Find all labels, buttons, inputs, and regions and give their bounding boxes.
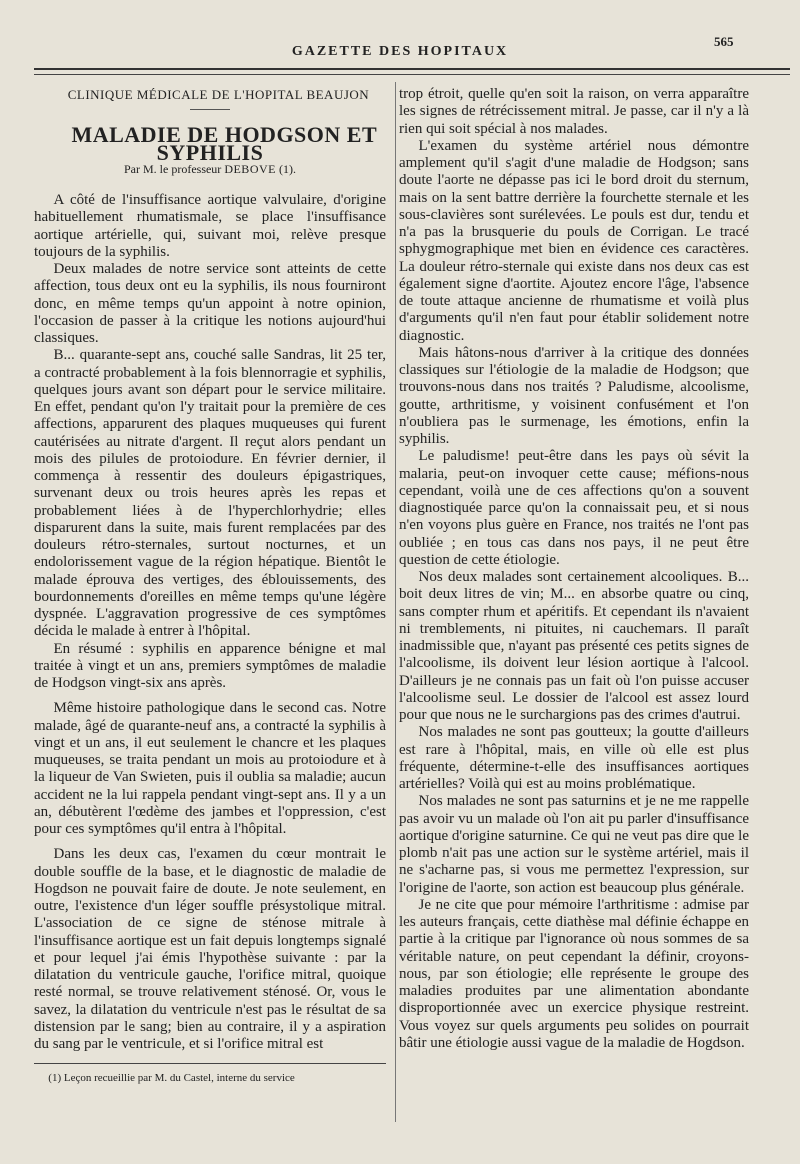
column-divider — [395, 82, 396, 1122]
paragraph: B... quarante-sept ans, couché salle Sandras, lit 25 ter, a contracté probablement à la fois blennorragie et syphilis, quelques jours avant son départ pour le service militaire. En effet, pendant qu'on l'y traitait pour la première de ces affections, apparurent des plaques muqueuses qui furent cautérisées au nitrate d'argent. Il reçut alors pendant un mois des pilules de protoiodure. En février dernier, il commença à ressentir des douleurs épigastriques, survenant deux ou trois heures après les repas et probablement liées à de l'hyperchlorhydrie; elles disparurent dans la suite, mais furent remplacées par des douleurs rétro-sternales, surtout nocturnes, et un endolorissement vague de la région hépatique. Bientôt le malade éprouva des vertiges, des éblouissements, des bourdonnements d'oreilles en même temps qu'une légère dyspnée. L'aggravation progressive de ces symptômes décida le malade à entrer à l'hôpital. — [34, 347, 386, 640]
footnote: (1) Leçon recueillie par M. du Castel, interne du service — [48, 1072, 295, 1085]
paragraph: Le paludisme! peut-être dans les pays où sévit la malaria, peut-on invoquer cette cause; méfions-nous cependant, voilà une de ces affections qu'on a souvent diagnostiquée parce qu'on la connaissait peu, et si nous n'en voyons plus guère en France, nos traités ne l'ont pas oubliée ; en tous cas dans nos pays, il ne peut être question de cette étiologie. — [399, 448, 749, 568]
right-column — [399, 86, 749, 1052]
paragraph: trop étroit, quelle qu'en soit la raison, on verra apparaître les signes de rétrécissement mitral. Je passe, car il n'y a là rien qui soit spécial à nos malades. — [399, 86, 749, 137]
byline-prefix: Par M. le professeur — [124, 161, 222, 176]
paragraph: A côté de l'insuffisance aortique valvulaire, d'origine habituellement rhumatismale, se place l'insuffisance aortique artérielle, qui, suivant moi, relève presque toujours de la syphilis. — [34, 192, 386, 260]
page-number: 565 — [714, 34, 734, 49]
paragraph: Même histoire pathologique dans le second cas. Notre malade, âgé de quarante-neuf ans, a contracté la syphilis à vingt et un ans, il eut seulement le chancre et les plaques muqueuses, se traita pendant un mois au protoiodure et à la liqueur de Van Swieten, puis il oublia sa maladie; aucun accident ne la lui rappela pendant vingt-sept ans. Il y a un an, débutèrent l'œdème des jambes et l'oppression, c'est pour ces symptômes qu'il entra à l'hôpital. — [34, 700, 386, 837]
paragraph: Mais hâtons-nous d'arriver à la critique des données classiques sur l'étiologie de la maladie de Hodgson; que trouvons-nous dans nos traités ? Paludisme, alcoolisme, goutte, arthritisme, y voisinent confusément et l'on n'oubliera pas le surmenage, les émotions, enfin la syphilis. — [399, 344, 749, 447]
section-rule — [190, 109, 230, 110]
byline-author: DEBOVE — [224, 161, 276, 176]
paragraph: Je ne cite que pour mémoire l'arthritisme : admise par les auteurs français, cette diathèse mal définie échappe en partie à la critique par l'ignorance où nous sommes de sa véritable nature, on peut cependant la définir, croyons-nous, par son étiologie; elle représente le groupe des maladies produites par une alimentation abondante disproportionnée avec un exercice physique restreint. Vous voyez sur quels arguments peu solides on pourrait bâtir une étiologie aussi vague de la maladie de Hogdson. — [399, 896, 749, 1051]
paragraph: Dans les deux cas, l'examen du cœur montrait le double souffle de la base, et le diagnostic de maladie de Hogdson ne pouvait faire de doute. Je note seulement, en outre, l'existence d'un léger souffle présystolique mitral. L'association de ce signe de sténose mitrale à l'insuffisance aortique est un fait depuis longtemps signalé et pour lequel j'ai émis l'hypothèse suivante : par la dilatation du ventricule gauche, l'orifice mitral, quoique resté normal, se trouve relativement sténosé. Or, vous le savez, la dilatation du ventricule n'est pas le résultat de sa distension par le sang; bien au contraire, il y a aspiration du sang par le ventricule, et si l'orifice mitral est — [34, 846, 386, 1052]
byline — [34, 161, 386, 178]
paragraph: Deux malades de notre service sont atteints de cette affection, tous deux ont eu la syphilis, ils nous fourniront donc, en même temps qu'un appoint à notre opinion, l'occasion de passer à la critique les notions aujourd'hui classiques. — [34, 261, 386, 346]
paragraph: L'examen du système artériel nous démontre amplement qu'il s'agit d'une maladie de Hodgson; sans doute l'aorte ne dépasse pas ici le bord droit du sternum, mais on la sent battre derrière la fourchette sternale et les sous-clavières sont surélevées. Le pouls est dur, tendu et n'a pas la brusquerie du pouls de Corrigan. Le tracé sphygmographique met bien en évidence ces caractères. La douleur rétro-sternale qui existe dans nos deux cas est également signe d'aortite. Ajoutez encore l'âge, l'absence de toute attaque ancienne de rhumatisme et voilà plus d'arguments qu'il n'en faut pour établir solidement notre diagnostic. — [399, 137, 749, 344]
header-rule — [34, 68, 790, 70]
paragraph: Nos deux malades sont certainement alcooliques. B... boit deux litres de vin; M... en absorbe quatre ou cinq, sans compter rhum et apéritifs. Et cependant ils n'avaient ni tremblements, ni pituites, ni cauchemars. Il paraît inadmissible que, n'ayant pas présenté ces petits signes de l'alcoolisme, ils doivent leur lésion aortique à l'alcool. D'ailleurs je ne connais pas un fait où l'on puisse accuser l'alcoolisme seul. Le dossier de l'alcool est assez lourd pour que nous ne le surchargions pas des crimes d'autrui. — [399, 569, 749, 723]
left-column — [34, 86, 386, 1088]
header-rule-secondary — [34, 74, 790, 75]
byline-note: (1). — [278, 161, 296, 176]
paragraph: Nos malades ne sont pas goutteux; la goutte d'ailleurs est rare à l'hôpital, mais, en ville où elle est plus fréquente, détermine-t-elle des insuffisances aortiques artérielles? Voilà qui est au moins problématique. — [399, 724, 749, 792]
paragraph: Nos malades ne sont pas saturnins et je ne me rappelle pas avoir vu un malade où l'on ait pu parler d'insuffisance aortique d'origine saturnine. Ce qui ne veut pas dire que le plomb n'ait pas une action sur le système artériel, mais il ne s'acharne pas, si vous me permettez l'expression, sur l'origine de l'aorte, son action est beaucoup plus générale. — [399, 793, 749, 896]
paragraph: En résumé : syphilis en apparence bénigne et mal traitée à vingt et un ans, premiers symptômes de maladie de Hodgson vingt-six ans après. — [34, 640, 386, 691]
running-title: GAZETTE DES HOPITAUX — [291, 44, 509, 59]
footnote-rule — [34, 1063, 386, 1064]
article-title: MALADIE DE HODGSON ET SYPHILIS — [71, 122, 378, 165]
section-label: CLINIQUE MÉDICALE DE L'HOPITAL BEAUJON — [67, 87, 370, 102]
